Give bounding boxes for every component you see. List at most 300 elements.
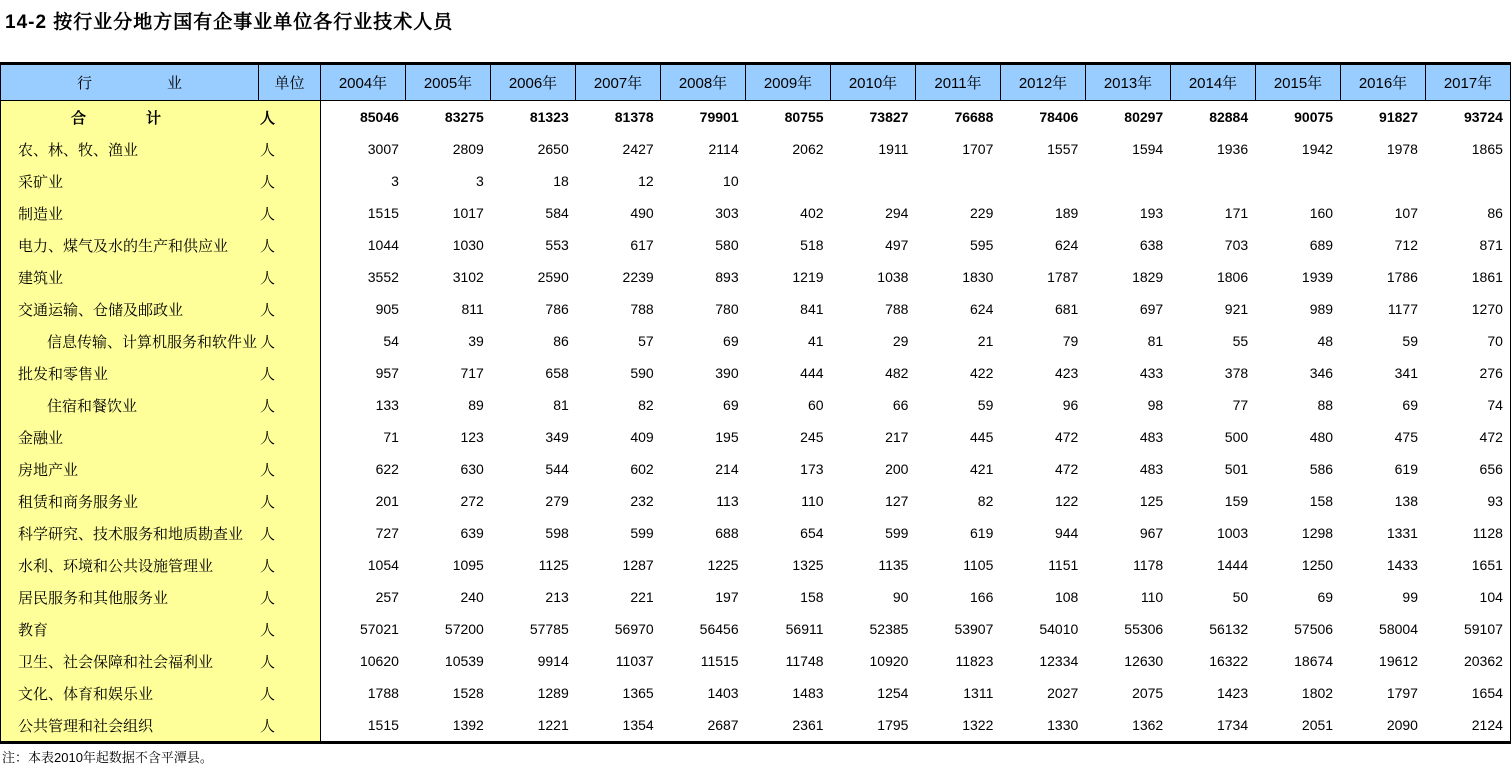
data-cell: 93 [1487, 493, 1503, 509]
table-row [1, 677, 1510, 709]
data-cell: 19612 [1379, 653, 1418, 669]
table-header-row [1, 65, 1510, 101]
data-cell: 622 [375, 461, 399, 477]
data-cell: 12 [638, 173, 654, 189]
data-cell: 2124 [1471, 717, 1503, 733]
data-cell: 56456 [699, 621, 739, 637]
data-cell: 80297 [1124, 109, 1164, 125]
data-cell: 602 [630, 461, 654, 477]
data-cell: 688 [715, 525, 739, 541]
data-cell: 82884 [1209, 109, 1249, 125]
data-cell: 1030 [452, 237, 484, 253]
table-body [1, 101, 1510, 741]
data-cell: 171 [1224, 205, 1249, 221]
data-cell [1170, 165, 1255, 197]
data-cell: 422 [970, 365, 994, 381]
table-row [1, 581, 1510, 613]
data-cell: 86 [1487, 205, 1503, 221]
data-cell: 658 [545, 365, 569, 381]
row-label: 科学研究、技术服务和地质勘查业 [1, 517, 259, 549]
data-cell: 1151 [1048, 557, 1079, 573]
data-cell: 1105 [963, 557, 994, 573]
data-cell: 1054 [367, 557, 399, 573]
data-cell: 66 [892, 397, 909, 413]
data-cell: 83275 [444, 109, 484, 125]
data-cell: 104 [1479, 589, 1503, 605]
data-cell: 444 [800, 365, 824, 381]
data-cell: 1795 [877, 717, 909, 733]
data-cell: 12334 [1039, 653, 1079, 669]
data-cell: 138 [1394, 493, 1418, 509]
data-cell: 69 [1402, 397, 1418, 413]
data-cell: 811 [461, 301, 484, 317]
data-cell: 1786 [1386, 269, 1418, 285]
data-cell: 2809 [452, 141, 484, 157]
data-cell: 586 [1309, 461, 1334, 477]
data-cell: 346 [1309, 365, 1334, 381]
col-header-year: 2011年 [916, 65, 1001, 100]
col-header-year: 2009年 [746, 65, 831, 100]
data-cell: 2090 [1386, 717, 1418, 733]
data-cell: 630 [460, 461, 484, 477]
data-cell: 10920 [869, 653, 909, 669]
row-unit: 人 [259, 165, 321, 197]
data-cell [1000, 165, 1085, 197]
data-cell: 1734 [1216, 717, 1249, 733]
data-cell: 158 [1309, 493, 1334, 509]
data-cell: 3552 [367, 269, 399, 285]
row-unit: 人 [259, 357, 321, 389]
table-row [1, 517, 1510, 549]
data-cell: 48 [1317, 333, 1334, 349]
data-cell: 472 [1479, 429, 1503, 445]
data-cell: 20362 [1463, 653, 1503, 669]
data-cell: 125 [1139, 493, 1164, 509]
row-label: 制造业 [1, 197, 259, 229]
data-cell: 421 [970, 461, 994, 477]
data-cell: 500 [1224, 429, 1249, 445]
data-cell: 1444 [1216, 557, 1249, 573]
data-cell: 221 [630, 589, 654, 605]
data-cell: 1392 [452, 717, 484, 733]
data-cell: 445 [970, 429, 994, 445]
row-label: 农、林、牧、渔业 [1, 133, 259, 165]
data-cell: 2075 [1132, 685, 1164, 701]
footnote: 注：本表2010年起数据不含平潭县。 [2, 750, 213, 765]
data-cell: 1557 [1047, 141, 1079, 157]
data-cell: 989 [1309, 301, 1334, 317]
data-cell: 480 [1309, 429, 1334, 445]
data-cell: 584 [545, 205, 569, 221]
col-header-year: 2005年 [406, 65, 491, 100]
data-cell: 158 [800, 589, 824, 605]
data-cell: 57021 [359, 621, 399, 637]
data-cell: 1651 [1471, 557, 1503, 573]
data-cell: 127 [885, 493, 909, 509]
data-cell: 2361 [792, 717, 824, 733]
data-cell: 3 [391, 173, 399, 189]
row-unit: 人 [259, 133, 321, 165]
data-cell: 483 [1139, 429, 1164, 445]
data-cell: 81323 [529, 109, 569, 125]
data-cell: 1707 [962, 141, 994, 157]
data-cell: 213 [545, 589, 569, 605]
data-cell: 91827 [1379, 109, 1418, 125]
data-cell: 133 [375, 397, 399, 413]
data-cell: 122 [1054, 493, 1079, 509]
data-cell: 1311 [963, 685, 994, 701]
data-cell: 276 [1479, 365, 1503, 381]
data-cell: 81 [553, 397, 569, 413]
row-label: 水利、环境和公共设施管理业 [1, 549, 259, 581]
data-cell: 96 [1062, 397, 1079, 413]
data-cell: 2239 [622, 269, 654, 285]
row-unit: 人 [259, 613, 321, 645]
data-cell: 1135 [878, 557, 909, 573]
data-cell: 90075 [1294, 109, 1334, 125]
data-cell: 160 [1309, 205, 1334, 221]
table-row [1, 645, 1510, 677]
row-unit: 人 [259, 549, 321, 581]
col-header-year: 2016年 [1341, 65, 1426, 100]
data-cell: 39 [468, 333, 484, 349]
data-cell [1340, 165, 1425, 197]
data-cell: 16322 [1209, 653, 1249, 669]
data-cell: 1250 [1301, 557, 1334, 573]
data-cell: 1797 [1386, 685, 1418, 701]
data-cell: 689 [1309, 237, 1334, 253]
data-cell: 553 [545, 237, 569, 253]
data-cell: 52385 [869, 621, 909, 637]
row-label: 教育 [1, 613, 259, 645]
data-cell: 1515 [367, 717, 399, 733]
row-label: 交通运输、仓储及邮政业 [1, 293, 259, 325]
data-cell: 1365 [622, 685, 654, 701]
col-header-year: 2015年 [1256, 65, 1341, 100]
data-cell: 18 [553, 173, 569, 189]
col-header-year: 2017年 [1443, 75, 1493, 92]
data-cell: 245 [800, 429, 824, 445]
col-header-industry: 行 业 [1, 65, 259, 100]
data-cell: 944 [1054, 525, 1079, 541]
data-cell: 1978 [1386, 141, 1418, 157]
data-cell: 1177 [1387, 301, 1418, 317]
data-cell: 197 [715, 589, 739, 605]
row-unit: 人 [259, 101, 321, 133]
data-cell: 697 [1139, 301, 1164, 317]
table-row [1, 133, 1510, 165]
data-cell: 580 [715, 237, 739, 253]
data-cell: 1325 [792, 557, 824, 573]
data-cell: 1939 [1301, 269, 1334, 285]
data-cell: 1003 [1216, 525, 1249, 541]
data-cell: 1403 [707, 685, 739, 701]
data-cell: 21 [977, 333, 994, 349]
col-header-unit: 单位 [259, 65, 321, 100]
data-cell: 475 [1394, 429, 1418, 445]
data-cell [1425, 165, 1510, 197]
data-cell: 893 [715, 269, 739, 285]
row-unit: 人 [259, 261, 321, 293]
data-cell: 2590 [537, 269, 569, 285]
data-cell: 54 [383, 333, 399, 349]
data-cell: 681 [1054, 301, 1079, 317]
data-cell: 423 [1054, 365, 1079, 381]
data-cell: 79 [1062, 333, 1079, 349]
data-cell: 86 [553, 333, 569, 349]
data-cell: 717 [460, 365, 484, 381]
data-cell: 56911 [785, 621, 824, 637]
data-cell: 544 [545, 461, 569, 477]
data-cell: 497 [885, 237, 909, 253]
data-cell: 1254 [877, 685, 909, 701]
data-cell: 80755 [784, 109, 824, 125]
data-cell: 2062 [792, 141, 824, 157]
row-label: 房地产业 [1, 453, 259, 485]
data-cell: 841 [800, 301, 824, 317]
data-cell: 1038 [877, 269, 909, 285]
data-cell: 54010 [1039, 621, 1079, 637]
table-row [1, 325, 1510, 357]
table-row [1, 293, 1510, 325]
row-label: 住宿和餐饮业 [1, 389, 259, 421]
data-cell: 123 [460, 429, 484, 445]
data-cell: 82 [977, 493, 994, 509]
data-cell: 788 [630, 301, 654, 317]
data-cell: 1128 [1472, 525, 1503, 541]
table-row [1, 165, 1510, 197]
data-cell: 619 [970, 525, 994, 541]
data-cell: 10 [723, 173, 739, 189]
data-cell: 472 [1054, 461, 1079, 477]
data-cell: 656 [1479, 461, 1503, 477]
data-cell: 1515 [367, 205, 399, 221]
data-cell: 1433 [1386, 557, 1418, 573]
row-unit: 人 [259, 645, 321, 677]
data-cell: 214 [715, 461, 739, 477]
data-cell: 69 [723, 397, 739, 413]
col-header-year: 2004年 [321, 65, 406, 100]
col-header-year: 2006年 [491, 65, 576, 100]
data-cell: 712 [1394, 237, 1418, 253]
row-unit: 人 [259, 325, 321, 357]
data-cell: 76688 [954, 109, 994, 125]
data-cell: 1911 [878, 141, 909, 157]
data-cell: 1298 [1301, 525, 1334, 541]
data-cell: 11823 [955, 653, 994, 669]
data-cell: 1289 [537, 685, 569, 701]
data-cell: 433 [1139, 365, 1164, 381]
data-cell: 59 [977, 397, 994, 413]
data-cell: 472 [1054, 429, 1079, 445]
data-cell: 11037 [615, 653, 654, 669]
data-cell: 501 [1224, 461, 1249, 477]
data-cell: 89 [468, 397, 484, 413]
table-row [1, 421, 1510, 453]
data-cell: 73827 [869, 109, 909, 125]
data-cell: 81 [1147, 333, 1164, 349]
data-cell: 56132 [1209, 621, 1249, 637]
table-row [1, 357, 1510, 389]
data-cell [1255, 165, 1340, 197]
data-cell: 193 [1139, 205, 1164, 221]
data-cell: 189 [1054, 205, 1079, 221]
data-cell: 2051 [1301, 717, 1334, 733]
data-cell: 1802 [1301, 685, 1334, 701]
data-cell: 78406 [1039, 109, 1079, 125]
data-cell: 41 [807, 333, 824, 349]
data-cell: 619 [1394, 461, 1418, 477]
data-cell: 113 [716, 493, 739, 509]
data-cell: 81378 [614, 109, 654, 125]
data-cell: 107 [1394, 205, 1418, 221]
data-cell: 10620 [359, 653, 399, 669]
row-label: 租赁和商务服务业 [1, 485, 259, 517]
data-cell: 195 [715, 429, 739, 445]
data-cell: 905 [375, 301, 399, 317]
data-cell: 50 [1232, 589, 1249, 605]
data-cell: 1322 [962, 717, 994, 733]
data-cell: 159 [1224, 493, 1249, 509]
row-unit: 人 [259, 709, 321, 741]
data-cell: 1788 [367, 685, 399, 701]
data-cell: 110 [801, 493, 824, 509]
data-cell: 57785 [529, 621, 569, 637]
row-label: 建筑业 [1, 261, 259, 293]
data-cell: 1095 [452, 557, 484, 573]
data-cell: 921 [1224, 301, 1249, 317]
data-cell: 9914 [537, 653, 569, 669]
data-cell: 10539 [444, 653, 484, 669]
table-row [1, 229, 1510, 261]
data-cell: 482 [885, 365, 909, 381]
table-row [1, 453, 1510, 485]
col-header-year: 2014年 [1171, 65, 1256, 100]
data-cell: 257 [375, 589, 399, 605]
data-cell: 3 [476, 173, 484, 189]
data-cell: 11748 [785, 653, 824, 669]
data-cell: 1330 [1047, 717, 1079, 733]
data-cell: 1830 [962, 269, 994, 285]
data-cell [746, 165, 831, 197]
data-cell: 58004 [1379, 621, 1418, 637]
row-unit: 人 [259, 517, 321, 549]
row-unit: 人 [259, 197, 321, 229]
data-cell: 967 [1139, 525, 1164, 541]
data-cell: 88 [1317, 397, 1334, 413]
data-cell: 29 [892, 333, 909, 349]
table-row [1, 261, 1510, 293]
table-row [1, 197, 1510, 229]
row-unit: 人 [259, 453, 321, 485]
data-cell: 1806 [1216, 269, 1249, 285]
data-cell: 303 [715, 205, 739, 221]
data-cell: 1044 [367, 237, 399, 253]
data-cell: 2027 [1047, 685, 1079, 701]
data-cell: 595 [970, 237, 994, 253]
row-unit: 人 [259, 485, 321, 517]
row-label: 文化、体育和娱乐业 [1, 677, 259, 709]
data-cell: 1594 [1132, 141, 1164, 157]
row-unit: 人 [259, 293, 321, 325]
data-cell: 654 [800, 525, 824, 541]
row-label: 卫生、社会保障和社会福利业 [1, 645, 259, 677]
data-cell: 59 [1402, 333, 1418, 349]
data-cell: 786 [545, 301, 569, 317]
data-cell: 79901 [699, 109, 739, 125]
data-cell: 55306 [1124, 621, 1164, 637]
data-cell: 55 [1232, 333, 1249, 349]
row-label: 电力、煤气及水的生产和供应业 [1, 229, 259, 261]
row-label: 居民服务和其他服务业 [1, 581, 259, 613]
data-cell: 56970 [614, 621, 654, 637]
data-cell: 727 [375, 525, 399, 541]
data-cell: 590 [630, 365, 654, 381]
data-cell: 1787 [1047, 269, 1079, 285]
data-cell: 1354 [622, 717, 654, 733]
col-header-year: 2013年 [1086, 65, 1171, 100]
data-cell: 1942 [1301, 141, 1334, 157]
data-cell: 2114 [708, 141, 739, 157]
data-cell: 1219 [792, 269, 824, 285]
table-row [1, 549, 1510, 581]
data-cell: 240 [460, 589, 484, 605]
data-cell: 1362 [1132, 717, 1164, 733]
data-cell: 409 [630, 429, 654, 445]
data-cell: 518 [800, 237, 824, 253]
data-cell: 1528 [452, 685, 484, 701]
data-cell: 1861 [1471, 269, 1503, 285]
data-cell: 1331 [1386, 525, 1418, 541]
data-cell: 294 [885, 205, 909, 221]
data-cell: 490 [630, 205, 654, 221]
data-cell: 1936 [1216, 141, 1249, 157]
data-cell: 1829 [1132, 269, 1164, 285]
col-header-year: 2007年 [576, 65, 661, 100]
data-cell: 85046 [359, 109, 399, 125]
data-cell: 624 [970, 301, 994, 317]
data-cell: 1178 [1133, 557, 1164, 573]
table-row [1, 101, 1510, 133]
data-cell [915, 165, 1000, 197]
data-cell: 60 [807, 397, 824, 413]
data-cell: 18674 [1294, 653, 1334, 669]
data-cell: 217 [885, 429, 909, 445]
row-label: 公共管理和社会组织 [1, 709, 259, 741]
row-unit: 人 [259, 421, 321, 453]
data-cell: 871 [1479, 237, 1503, 253]
data-cell: 12630 [1124, 653, 1164, 669]
data-cell: 11515 [700, 653, 739, 669]
data-cell: 99 [1402, 589, 1418, 605]
data-cell: 279 [545, 493, 569, 509]
data-cell: 200 [885, 461, 909, 477]
data-cell: 57506 [1294, 621, 1334, 637]
table-row [1, 709, 1510, 741]
data-cell: 93724 [1463, 109, 1503, 125]
data-cell: 71 [383, 429, 399, 445]
row-label: 合 计 [1, 101, 259, 133]
data-cell: 599 [630, 525, 654, 541]
data-cell: 1423 [1216, 685, 1249, 701]
data-cell: 1865 [1471, 141, 1503, 157]
data-cell: 57 [638, 333, 654, 349]
data-cell [831, 165, 916, 197]
data-cell: 957 [375, 365, 399, 381]
data-cell: 2650 [537, 141, 569, 157]
data-cell: 229 [970, 205, 994, 221]
data-cell: 69 [723, 333, 739, 349]
